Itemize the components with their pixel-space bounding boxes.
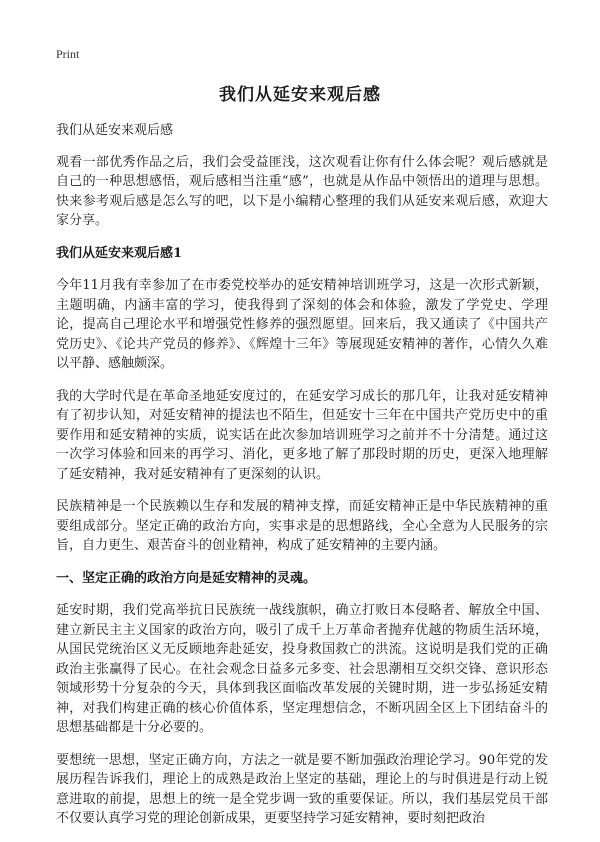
body-paragraph: 延安时期，我们党高举抗日民族统一战线旗帜，确立打败日本侵略者、解放全中国、建立新民主主义国家的政治方向，吸引了成千上万革命者抛弃优越的物质生活环境，从国民党统治区义无反顾地奔赴延安，投身救国救亡的洪流。这说明是我们党的正确政治主张赢得了民心。在社会观念日益多元多变、社会思潮相互交织交锋、意识形态领域形势十分复杂的今天，具体到我区面临改革发展的关键时期，进一步弘扬延安精神，对我们构建正确的核心价值体系，坚定理想信念，不断巩固全区上下团结奋斗的思想基础都是十分必要的。 [56, 603, 548, 735]
document-subtitle: 我们从延安来观后感 [56, 123, 174, 138]
intro-paragraph: 观看一部优秀作品之后，我们会受益匪浅，这次观看让你有什么体会呢？观后感就是自己的一种思想感悟，观后感相当注重“感”，也就是从作品中领悟出的道理与思想。快来参考观后感是怎么写的吧，以下是小编精心整理的我们从延安来观后感，欢迎大家分享。 [56, 154, 548, 228]
section-heading: 我们从延安来观后感1 [56, 245, 183, 261]
subheading-political-direction: 一、坚定正确的政治方向是延安精神的灵魂。 [56, 570, 317, 586]
print-link[interactable]: Print [56, 47, 80, 61]
body-paragraph: 民族精神是一个民族赖以生存和发展的精神支撑，而延安精神正是中华民族精神的重要组成部分。坚定正确的政治方向，实事求是的思想路线，全心全意为人民服务的宗旨，自力更生、艰苦奋斗的创业精神，构成了延安精神的主要内涵。 [56, 499, 548, 553]
body-paragraph: 要想统一思想，坚定正确方向，方法之一就是要不断加强政治理论学习。90年党的发展历程告诉我们，理论上的成熟是政治上坚定的基础，理论上的与时俱进是行动上锐意进取的前提，思想上的统一是全党步调一致的重要保证。所以，我们基层党员干部不仅要认真学习党的理论创新成果，更要坚持学习延安精神，要时刻把政治 [56, 752, 548, 826]
body-paragraph: 我的大学时代是在革命圣地延安度过的，在延安学习成长的那几年，让我对延安精神有了初步认知，对延安精神的提法也不陌生，但延安十三年在中国共产党历史中的重要作用和延安精神的实质，说实话在此次参加培训班学习之前并不十分清楚。通过这一次学习体验和回来的再学习、消化，更多地了解了那段时期的历史，更深入地理解了延安精神，我对延安精神有了更深刻的认识。 [56, 388, 548, 482]
document-title: 我们从延安来观后感 [219, 85, 381, 105]
body-paragraph: 今年11月我有幸参加了在市委党校举办的延安精神培训班学习，这是一次形式新颖，主题明确，内涵丰富的学习，使我得到了深刻的体会和体验，激发了学党史、学理论，提高自己理论水平和增强党性修养的强烈愿望。回来后，我又通读了《中国共产党历史》、《论共产党员的修养》、《辉煌十三年》等展现延安精神的著作，心情久久难以平静、感触颇深。 [56, 278, 548, 371]
document-body [56, 121, 548, 842]
